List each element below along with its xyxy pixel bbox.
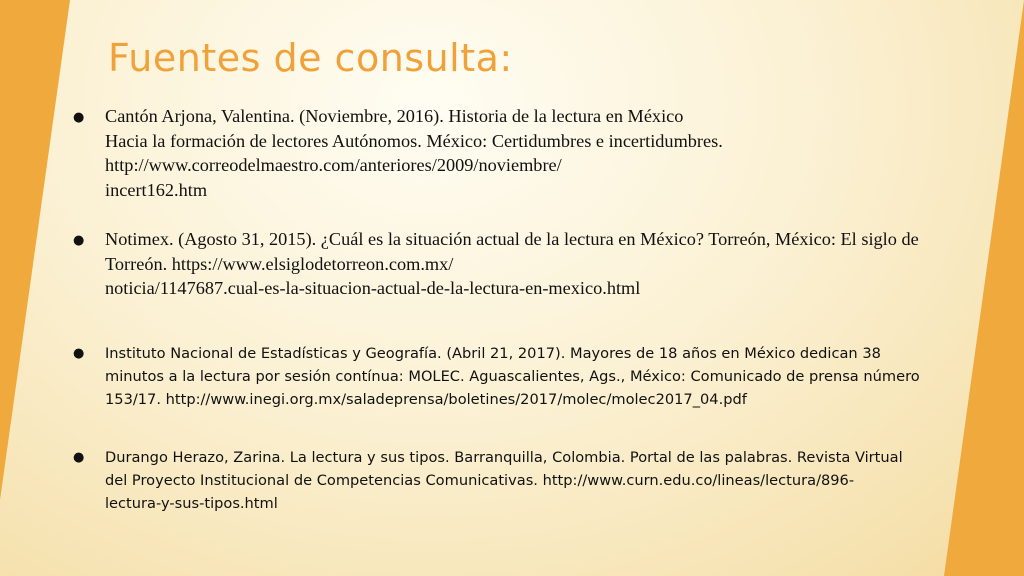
left-accent-stripe bbox=[0, 0, 70, 576]
bullet-icon: ● bbox=[73, 450, 85, 465]
reference-url[interactable]: del Proyecto Institucional de Competencias Comunicativas. http://www.curn.edu.co/lineas/lectura/896- bbox=[105, 472, 855, 489]
right-accent-stripe bbox=[944, 0, 1024, 576]
reference-text bbox=[105, 446, 903, 515]
reference-text bbox=[105, 227, 919, 301]
reference-url[interactable]: incert162.htm bbox=[105, 179, 208, 200]
reference-url[interactable]: noticia/1147687.cual-es-la-situacion-actual-de-la-lectura-en-mexico.html bbox=[105, 278, 641, 298]
reference-url[interactable]: Torreón. https://www.elsiglodetorreon.com.mx/ bbox=[105, 253, 454, 274]
reference-url[interactable]: 153/17. http://www.inegi.org.mx/saladeprensa/boletines/2017/molec/molec2017_04.pdf bbox=[105, 391, 747, 408]
reference-line: Cantón Arjona, Valentina. (Noviembre, 2016). Historia de la lectura en México bbox=[105, 106, 684, 126]
bullet-icon: ● bbox=[73, 110, 85, 125]
reference-text bbox=[105, 104, 723, 202]
reference-url[interactable]: lectura-y-sus-tipos.html bbox=[105, 495, 278, 512]
bullet-icon: ● bbox=[73, 346, 85, 361]
bullet-icon: ● bbox=[73, 233, 85, 248]
reference-url[interactable]: http://www.correodelmaestro.com/anteriores/2009/noviembre/ bbox=[105, 155, 562, 175]
reference-line: Hacia la formación de lectores Autónomos. México: Certidumbres e incertidumbres. bbox=[105, 130, 723, 151]
reference-text bbox=[105, 342, 920, 411]
reference-line: Instituto Nacional de Estadísticas y Geografía. (Abril 21, 2017). Mayores de 18 años en México dedican 38 bbox=[105, 345, 881, 362]
reference-line: Notimex. (Agosto 31, 2015). ¿Cuál es la situación actual de la lectura en México? Torreón, México: El siglo de bbox=[105, 229, 919, 249]
reference-line: Durango Herazo, Zarina. La lectura y sus tipos. Barranquilla, Colombia. Portal de las palabras. Revista Virtual bbox=[105, 449, 903, 466]
reference-line: minutos a la lectura por sesión contínua: MOLEC. Aguascalientes, Ags., México: Comunicado de prensa número bbox=[105, 368, 920, 385]
page-title: Fuentes de consulta: bbox=[108, 36, 513, 80]
